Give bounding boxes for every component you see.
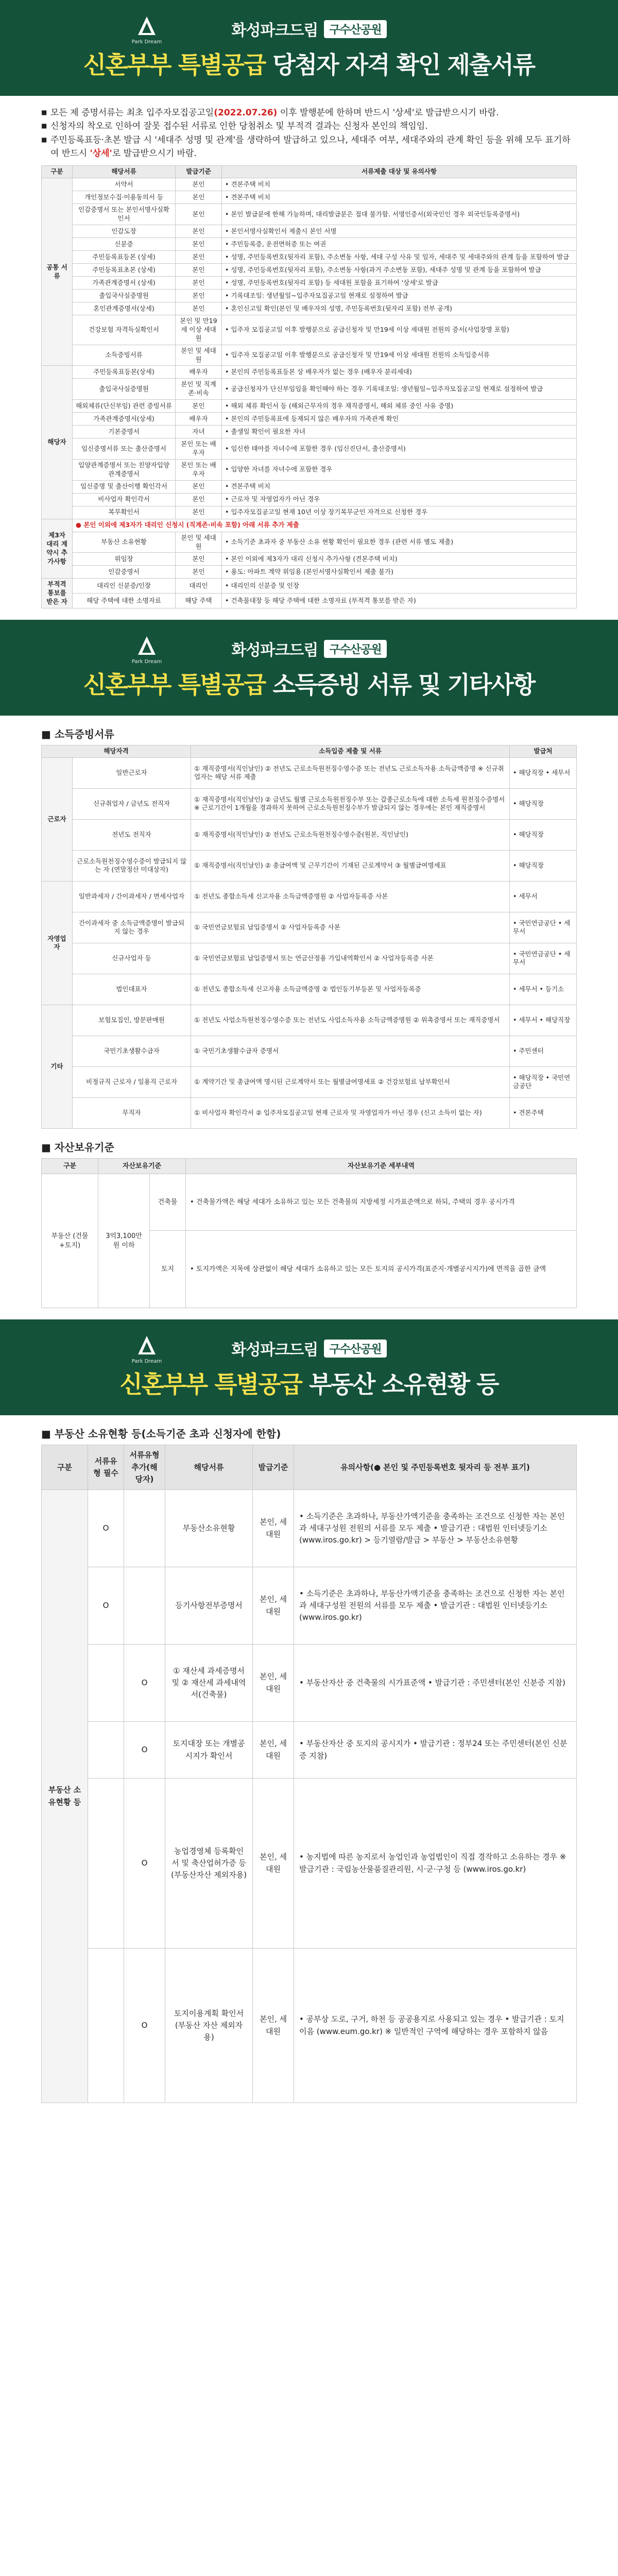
doc-name: 해당 주택에 대한 소명자료 <box>73 594 176 608</box>
issue-basis: 배우자 <box>176 413 222 426</box>
doc-note: • 입주자 모집공고일 이후 발행분으로 공급신청자 및 만19세 이상 세대원 전원의 증서(사업장명 포함) <box>222 315 577 345</box>
doc-note: • 소득기준은 초과하나, 부동산가액기준을 충족하는 조건으로 신청한 자는 본인과 세대구성원 전원의 서류를 모두 제출 • 발급기관 : 대법원 인터넷등기소(www.iros.go.kr) > 등기열람/발급 > 부동산 > 부동산소유현황 <box>294 1490 577 1567</box>
required-docs: ① 전년도 종합소득세 신고자용 소득금액증명 ② 법인등기부등본 및 사업자등록증 <box>191 974 510 1005</box>
doc-note: • 공부상 도로, 구거, 하천 등 공공용지로 사용되고 있는 경우 • 발급기관 : 토지이음 (www.eum.go.kr) ※ 일반적인 구역에 해당하는 경우 포함하지 않음 <box>294 1948 577 2103</box>
group-label: 제3자 대리 계약시 추가사항 <box>42 519 73 579</box>
issue-basis: 본인 <box>176 191 222 204</box>
optional-mark <box>124 1490 165 1567</box>
income-table: 해당자격 소득입증 제출 및 서류 발급처 근로자 일반근로자 ① 재직증명서(직인날인) ② 전년도 근로소득원천징수영수증 또는 전년도 근로소득자용 소득금액증명 ※ 신규취업자는 해당 서류 제출 • 해당직장 • 세무서 신규취업자 / 금년도 전직자 ① 재직증명서(직인날인) ② 금년도 월별 근로소득원천징수부 또는 갑종근로소득에 대한 소득세 원천징수증명서 ※ 근로기간이 1개월을 경과하지 못하여 근로소득원천징수부가 발급되지 않는 경우에는 본인 재직증명서 • 해당직장 전년도 전직자 ① 재직증명서(직인날인) ② 전년도 근로소득원천징수영수증(원본, 직인날인) • 해당직장 근로소득원천징수영수증이 발급되지 않는 자 (연말정산 미대상자) ① 재직증명서(직인날인) ② 총급여액 및 근무기간이 기재된 근로계약서 ③ 월별급여명세표 • 해당직장 자영업자 일반과세자 / 간이과세자 / 면세사업자 ① 전년도 종합소득세 신고자용 소득금액증명원 ② 사업자등록증 사본 • 세무서 간이과세자 중 소득금액증명이 발급되지 않는 경우 ① 국민연금보험료 납입증명서 ② 사업자등록증 사본 • 국민연금공단 • 세무서 신규사업자 등 ① 국민연금보험료 납입증명서 또는 연금산정용 가입내역확인서 ② 사업자등록증 사본 • 국민연금공단 • 세무서 법인대표자 ① 전년도 종합소득세 신고자용 소득금액증명 ② 법인등기부등본 및 사업자등록증 • 세무서 • 등기소 기타 보험모집인, 방문판매원 ① 전년도 사업소득원천징수영수증 또는 전년도 사업소득자용 소득금액증명원 ② 위촉증명서 또는 재직증명서 • 세무서 • 해당직장 국민기초생활수급자 ① 국민기초생활수급자 증명서 • 주민센터 비정규직 근로자 / 일용직 근로자 ① 계약기간 및 총급여액 명시된 근로계약서 또는 월별급여명세표 ② 건강보험료 납부확인서 • 해당직장 • 국민연금공단 무직자 ① 비사업자 확인각서 ② 입주자모집공고일 현재 근로자 및 자영업자가 아닌 경우 (신고 소득이 없는 자) • 견본주택 <box>41 745 577 1129</box>
issuer: • 견본주택 <box>510 1097 577 1128</box>
doc-note: • 성명, 주민등록번호(뒷자리 포함), 주소변동 사항, 세대 구성 사유 및 일자, 세대주 및 세대주와의 관계 등을 포함하여 발급 <box>222 251 577 264</box>
doc-note: • 임신한 태아를 자녀수에 포함한 경우 (임신진단서, 출산증명서) <box>222 438 577 460</box>
section2-title: 신혼부부 특별공급 소득증빙 서류 및 기타사항 <box>83 671 535 699</box>
table-row <box>42 881 577 912</box>
table-row <box>42 400 577 413</box>
issue-basis: 본인 <box>176 225 222 238</box>
doc-note: • 입주자모집공고일 현재 10년 이상 장기복무군인 자격으로 신청한 경우 <box>222 506 577 519</box>
issue-basis: 본인 <box>176 553 222 566</box>
issue-basis: 본인 <box>176 251 222 264</box>
group-label: 해당자 <box>42 366 73 519</box>
doc-name: ① 재산세 과세증명서 및 ② 재산세 과세내역서(건축물) <box>165 1645 253 1722</box>
doc-note: • 근로자 및 자영업자가 아닌 경우 <box>222 493 577 506</box>
issue-basis: 본인 <box>176 204 222 225</box>
issue-basis: 본인, 세대원 <box>253 1645 294 1722</box>
doc-name: 임신증명서류 또는 출산증명서 <box>73 438 176 460</box>
issuer: • 주민센터 <box>510 1036 577 1066</box>
issue-basis: 본인 <box>176 302 222 315</box>
required-docs: ① 재직증명서(직인날인) ② 전년도 근로소득원천징수영수증(원본, 직인날인) <box>191 819 510 850</box>
park-dream-logo-icon <box>135 14 159 38</box>
required-mark <box>88 1645 124 1722</box>
table-row <box>42 178 577 191</box>
park-dream-logo-icon <box>135 1334 159 1358</box>
issuer: • 국민연금공단 • 세무서 <box>510 912 577 943</box>
issue-basis: 본인 <box>176 264 222 277</box>
doc-note: • 건축물대장 등 해당 주택에 대한 소명자료 (부적격 통보를 받은 자) <box>222 594 577 608</box>
issue-basis: 본인, 세대원 <box>253 1567 294 1645</box>
doc-name: 부동산 소유현황 <box>73 532 176 553</box>
issue-basis: 본인 <box>176 277 222 290</box>
required-mark: O <box>88 1490 124 1567</box>
required-docs: ① 국민기초생활수급자 증명서 <box>191 1036 510 1066</box>
park-dream-logo: Park Dream <box>129 1331 165 1367</box>
doc-note: • 소득기준 초과자 중 부동산 소유 현황 확인이 필요한 경우 (관련 서류 별도 제출) <box>222 532 577 553</box>
doc-name: 기본증명서 <box>73 426 176 438</box>
table-row <box>42 850 577 881</box>
doc-name: 토지대장 또는 개별공시지가 확인서 <box>165 1722 253 1778</box>
optional-mark: O <box>124 1948 165 2103</box>
doc-note: • 부동산자산 중 토지의 공시지가 • 발급기관 : 정부24 또는 주민센터(본인 신분증 지참) <box>294 1722 577 1778</box>
doc-note: • 용도: 아파트 계약 위임용 (본인서명사실확인서 제출 불가) <box>222 566 577 579</box>
table-row <box>42 1645 577 1722</box>
doc-note: • 본인 발급분에 한해 가능하며, 대리발급분은 접대 불가함. 서명인증서(외국인인 경우 외국인등록증명서) <box>222 204 577 225</box>
doc-name: 대리인 신분증/인장 <box>73 579 176 594</box>
table-row <box>42 1567 577 1645</box>
table-row <box>42 345 577 366</box>
notice-item: ■ 모든 제 증명서류는 최초 입주자모집공고일(2022.07.26) 이후 발행분에 한하며 반드시 '상세'로 발급받으시기 바람. <box>41 106 577 120</box>
issuer: • 세무서 <box>510 881 577 912</box>
issue-basis: 배우자 <box>176 366 222 379</box>
group-label: 기타 <box>42 1005 73 1128</box>
optional-mark <box>124 1567 165 1645</box>
doc-note: • 견본주택 비치 <box>222 191 577 204</box>
table-row <box>42 943 577 974</box>
park-dream-logo <box>129 11 165 47</box>
doc-note: • 성명, 주민등록번호(뒷자리 포함), 주소변동 사항(과거 주소변동 포함), 세대주 성명 및 관계 등을 포함하여 발급 <box>222 264 577 277</box>
qualification: 간이과세자 중 소득금액증명이 발급되지 않는 경우 <box>73 912 191 943</box>
doc-name: 출입국사실증명원 <box>73 379 176 400</box>
group-label: 부적격 통보를 받은 자 <box>42 579 73 608</box>
required-docs: ① 전년도 종합소득세 신고자용 소득금액증명원 ② 사업자등록증 사본 <box>191 881 510 912</box>
doc-name: 위임장 <box>73 553 176 566</box>
table-row <box>42 413 577 426</box>
doc-note: • 소득기준은 초과하나, 부동산가액기준을 충족하는 조건으로 신청한 자는 본인과 세대구성원 전원의 서류를 모두 제출 • 발급기관 : 대법원 인터넷등기소(www.iros.go.kr) <box>294 1567 577 1645</box>
issuer: • 해당직장 <box>510 788 577 819</box>
document-table: 구분 해당서류 발급기준 서류제출 대상 및 유의사항 공통 서류 서약서 본인 • 견본주택 비치 개인정보수집·이용동의서 등 본인 • 견본주택 비치 인감증명서 또는 본인서명사실확인서 본인 • 본인 발급분에 한해 가능하며, 대리발급분은 접대 불가함. 서명인증서(외국인인 경우 외국인등록증명서) 인감도장 본인 • 본인서명사실확인서 제출시 본인 서명 신분증 본인 • 주민등록증, 운전면허증 또는 여권 주민등록표등본 (상세) 본인 • 성명, 주민등록번호(뒷자리 포함), 주소변동 사항, 세대 구성 사유 및 일자, 세대주 및 세대주와의 관계 등을 포함하여 발급 주민등록표초본 (상세) 본인 • 성명, 주민등록번호(뒷자리 포함), 주소변동 사항(과거 주소변동 포함), 세대주 성명 및 관계 등을 포함하여 발급 가족관계증명서 (상세) 본인 • 성명, 주민등록번호(뒷자리 포함) 등 세대원 포함을 표기하여 '상세'로 발급 출입국사실증명원 본인 • 기록대조일: 생년월일~입주자모집공고일 현재로 설정하여 발급 혼인관계증명서(상세) 본인 • 혼인신고일 확인(본인 및 배우자의 성명, 주민등록번호(뒷자리 포함) 전부 공개) 건강보험 자격득실확인서 본인 및 만19세 이상 세대원 • 입주자 모집공고일 이후 발행분으로 공급신청자 및 만19세 이상 세대원 전원의 증서(사업장명 포함) 소득증빙서류 본인 및 세대원 • 입주자 모집공고일 이후 발행분으로 공급신청자 및 만19세 이상 세대원 전원의 소득입증서류 해당자 주민등록표등본(상세) 배우자 • 본인의 주민등록표등본 상 배우자가 없는 경우 (배우자 분리세대) 출입국사실증명원 본인 및 직계존·비속 • 공급신청자가 단신부임임을 확인해야 하는 경우 기록대조일: 생년월일~입주자모집공고일 현재로 설정하여 발급 해외체류(단신부임) 관련 증빙서류 본인 • 해외 체류 확인서 등 (해외근무자의 경우 재직증명서, 해외 체류 중인 사유 증명) 가족관계증명서(상세) 배우자 • 본인의 주민등록표에 등재되지 않은 배우자의 가족관계 확인 기본증명서 자녀 • 출생일 확인이 필요한 자녀 임신증명서류 또는 출산증명서 본인 또는 배우자 • 임신한 태아를 자녀수에 포함한 경우 (임신진단서, 출산증명서) 입양관계증명서 또는 친양자입양관계증명서 본인 또는 배우자 • 입양한 자녀를 자녀수에 포함한 경우 임신증명 및 출산이행 확인각서 본인 • 견본주택 비치 비사업자 확인각서 본인 • 근로자 및 자영업자가 아닌 경우 복무확인서 본인 • 입주자모집공고일 현재 10년 이상 장기복무군인 자격으로 신청한 경우 제3자 대리 계약시 추가사항 ● 본인 이외에 제3자가 대리인 신청시 (직계존·비속 포함) 아래 서류 추가 제출 부동산 소유현황 본인 및 세대원 • 소득기준 초과자 중 부동산 소유 현황 확인이 필요한 경우 (관련 서류 별도 제출) 위임장 본인 • 본인 이외에 제3자가 대리 신청시 추가사항 (견본주택 비치) 인감증명서 본인 • 용도: 아파트 계약 위임용 (본인서명사실확인서 제출 불가) 부적격 통보를 받은 자 대리인 신분증/인장 대리인 • 대리인의 신분증 및 인장 해당 주택에 대한 소명자료 해당 주택 • 건축물대장 등 해당 주택에 대한 소명자료 (부적격 통보를 받은 자) <box>41 165 577 608</box>
doc-name: 해외체류(단신부임) 관련 증빙서류 <box>73 400 176 413</box>
qualification: 일반과세자 / 간이과세자 / 면세사업자 <box>73 881 191 912</box>
qualification: 국민기초생활수급자 <box>73 1036 191 1066</box>
section3-title: 신혼부부 특별공급 부동산 소유현황 등 <box>119 1370 499 1399</box>
table-row <box>42 594 577 608</box>
group-label: 근로자 <box>42 757 73 881</box>
issuer: • 해당직장 <box>510 819 577 850</box>
issue-basis: 본인 <box>176 493 222 506</box>
doc-name: 주민등록표초본 (상세) <box>73 264 176 277</box>
doc-name: 주민등록표등본(상세) <box>73 366 176 379</box>
doc-name: 혼인관계증명서(상세) <box>73 302 176 315</box>
doc-name: 가족관계증명서(상세) <box>73 413 176 426</box>
section1-title: 신혼부부 특별공급 당첨자 자격 확인 제출서류 <box>83 51 535 79</box>
issue-basis: 해당 주택 <box>176 594 222 608</box>
doc-note: • 견본주택 비치 <box>222 178 577 191</box>
doc-name: 농업경영체 등록확인서 및 축산업허가증 등 (부동산자산 제외자용) <box>165 1778 253 1948</box>
property-table: 구분 서류유형 필수 서류유형 추가(해당자) 해당서류 발급기준 유의사항(● 본인 및 주민등록번호 뒷자리 등 전부 표기) 부동산 소유현황 등 O 부동산소유현황 본인, 세대원 • 소득기준은 초과하나, 부동산가액기준을 충족하는 조건으로 신청한 자는 본인과 세대구성원 전원의 서류를 모두 제출 • 발급기관 : 대법원 인터넷등기소(www.iros.go.kr) > 등기열람/발급 > 부동산 > 부동산소유현황 O 등기사항전부증명서 본인, 세대원 • 소득기준은 초과하나, 부동산가액기준을 충족하는 조건으로 신청한 자는 본인과 세대구성원 전원의 서류를 모두 제출 • 발급기관 : 대법원 인터넷등기소(www.iros.go.kr) O ① 재산세 과세증명서 및 ② 재산세 과세내역서(건축물) 본인, 세대원 • 부동산자산 중 건축물의 시가표준액 • 발급기관 : 주민센터(본인 신분증 지참) O 토지대장 또는 개별공시지가 확인서 본인, 세대원 • 부동산자산 중 토지의 공시지가 • 발급기관 : 정부24 또는 주민센터(본인 신분증 지참) O 농업경영체 등록확인서 및 축산업허가증 등 (부동산자산 제외자용) 본인, 세대원 • 농지법에 따른 농지로서 농업인과 농업법인이 직접 경작하고 소유하는 경우 ※ 발급기관 : 국립농산물품질관리원, 시·군·구청 등 (www.iros.go.kr) O 토지이용계획 확인서 (부동산 자산 제외자용) 본인, 세대원 • 공부상 도로, 구거, 하천 등 공공용지로 사용되고 있는 경우 • 발급기관 : 토지이음 (www.eum.go.kr) ※ 일반적인 구역에 해당하는 경우 포함하지 않음 <box>41 1445 577 2103</box>
doc-name: 가족관계증명서 (상세) <box>73 277 176 290</box>
optional-mark: O <box>124 1645 165 1722</box>
doc-note: • 견본주택 비치 <box>222 480 577 493</box>
table-row <box>42 493 577 506</box>
highlight-row: ● 본인 이외에 제3자가 대리인 신청시 (직계존·비속 포함) 아래 서류 추가 제출 <box>73 519 577 532</box>
table-row <box>42 251 577 264</box>
asset-table: 구분 자산보유기준 자산보유기준 세부내역 부동산 (건물+토지) 3억3,100만원 이하 건축물 • 건축물가액은 해당 세대가 소유하고 있는 모든 건축물의 지방세정 시가표준액으로 하되, 주택의 경우 공시가격 토지 • 토지가액은 지목에 상관없이 해당 세대가 소유하고 있는 모든 토지의 공시가격(표준지·개별공시지가)에 면적을 곱한 금액 <box>41 1158 577 1309</box>
doc-note: • 대리인의 신분증 및 인장 <box>222 579 577 594</box>
doc-name: 건강보험 자격득실확인서 <box>73 315 176 345</box>
issuer: • 국민연금공단 • 세무서 <box>510 943 577 974</box>
issuer: • 해당직장 • 국민연금공단 <box>510 1066 577 1097</box>
qualification: 신규취업자 / 금년도 전직자 <box>73 788 191 819</box>
table-row <box>42 438 577 460</box>
table-row <box>42 1036 577 1066</box>
asset-subtitle: ■ 자산보유기준 <box>41 1139 577 1154</box>
table-row <box>42 912 577 943</box>
table-row <box>42 1490 577 1567</box>
table-row <box>42 974 577 1005</box>
doc-note: • 부동산자산 중 건축물의 시가표준액 • 발급기관 : 주민센터(본인 신분증 지참) <box>294 1645 577 1722</box>
table-row <box>42 532 577 553</box>
table-row <box>42 315 577 345</box>
table-row <box>42 302 577 315</box>
doc-name: 인감도장 <box>73 225 176 238</box>
doc-note: • 주민등록증, 운전면허증 또는 여권 <box>222 238 577 251</box>
table-row <box>42 553 577 566</box>
doc-name: 개인정보수집·이용동의서 등 <box>73 191 176 204</box>
required-docs: ① 전년도 사업소득원천징수영수증 또는 전년도 사업소득자용 소득금액증명원 ② 위촉증명서 또는 재직증명서 <box>191 1005 510 1036</box>
section2-header: Park Dream 화성파크드림 구수산공원 신혼부부 특별공급 소득증빙 서류 및 기타사항 <box>0 620 618 716</box>
park-dream-logo-icon <box>135 634 159 658</box>
issue-basis: 본인 <box>176 290 222 302</box>
issue-basis: 본인, 세대원 <box>253 1948 294 2103</box>
table-row <box>42 819 577 850</box>
issue-basis: 본인 <box>176 238 222 251</box>
table-row <box>42 1005 577 1036</box>
doc-name: 인감증명서 또는 본인서명사실확인서 <box>73 204 176 225</box>
doc-name: 입양관계증명서 또는 친양자입양관계증명서 <box>73 459 176 480</box>
table-row <box>42 459 577 480</box>
issue-basis: 본인 <box>176 566 222 579</box>
table-row <box>42 566 577 579</box>
required-docs: ① 계약기간 및 총급여액 명시된 근로계약서 또는 월별급여명세표 ② 건강보험료 납부확인서 <box>191 1066 510 1097</box>
required-mark <box>88 1948 124 2103</box>
doc-note: • 해외 체류 확인서 등 (해외근무자의 경우 재직증명서, 해외 체류 중인 사유 증명) <box>222 400 577 413</box>
doc-name: 등기사항전부증명서 <box>165 1567 253 1645</box>
table-row <box>42 1778 577 1948</box>
doc-name: 출입국사실증명원 <box>73 290 176 302</box>
project-badge: 구수산공원 <box>324 20 386 38</box>
table-row <box>42 757 577 788</box>
doc-name: 소득증빙서류 <box>73 345 176 366</box>
doc-note: • 입양한 자녀를 자녀수에 포함한 경우 <box>222 459 577 480</box>
doc-note: • 농지법에 따른 농지로서 농업인과 농업법인이 직접 경작하고 소유하는 경우 ※ 발급기관 : 국립농산물품질관리원, 시·군·구청 등 (www.iros.go.kr) <box>294 1778 577 1948</box>
issue-basis: 본인 <box>176 480 222 493</box>
required-docs: ① 국민연금보험료 납입증명서 또는 연금산정용 가입내역확인서 ② 사업자등록증 사본 <box>191 943 510 974</box>
table-row <box>42 579 577 594</box>
table-row <box>42 788 577 819</box>
property-subtitle: ■ 부동산 소유현황 등(소득기준 초과 신청자에 한함) <box>41 1426 577 1440</box>
issue-basis: 자녀 <box>176 426 222 438</box>
qualification: 일반근로자 <box>73 757 191 788</box>
table-row <box>42 366 577 379</box>
doc-note: • 본인의 주민등록표에 등재되지 않은 배우자의 가족관계 확인 <box>222 413 577 426</box>
qualification: 무직자 <box>73 1097 191 1128</box>
table-row <box>42 480 577 493</box>
issue-basis: 본인 <box>176 400 222 413</box>
qualification: 신규사업자 등 <box>73 943 191 974</box>
doc-name: 부동산소유현황 <box>165 1490 253 1567</box>
required-docs: ① 재직증명서(직인날인) ② 총급여액 및 근무기간이 기재된 근로계약서 ③ 월별급여명세표 <box>191 850 510 881</box>
doc-note: • 혼인신고일 확인(본인 및 배우자의 성명, 주민등록번호(뒷자리 포함) 전부 공개) <box>222 302 577 315</box>
doc-note: • 성명, 주민등록번호(뒷자리 포함) 등 세대원 포함을 표기하여 '상세'로 발급 <box>222 277 577 290</box>
table-row <box>42 1097 577 1128</box>
group-label: 자영업자 <box>42 881 73 1005</box>
table-row <box>42 204 577 225</box>
table-row <box>42 379 577 400</box>
notice-list <box>0 96 618 165</box>
notice-item: ■ 신청자의 착오로 인하여 잘못 접수된 서류로 인한 당첨취소 및 부적격 결과는 신청자 본인의 책임임. <box>41 120 577 133</box>
qualification: 보험모집인, 방문판매원 <box>73 1005 191 1036</box>
required-docs: ① 비사업자 확인각서 ② 입주자모집공고일 현재 근로자 및 자영업자가 아닌 경우 (신고 소득이 없는 자) <box>191 1097 510 1128</box>
doc-name: 토지이용계획 확인서 (부동산 자산 제외자용) <box>165 1948 253 2103</box>
issuer: • 해당직장 • 세무서 <box>510 757 577 788</box>
issue-basis: 본인 및 만19세 이상 세대원 <box>176 315 222 345</box>
doc-note: • 본인 이외에 제3자가 대리 신청시 추가사항 (견본주택 비치) <box>222 553 577 566</box>
required-docs: ① 재직증명서(직인날인) ② 전년도 근로소득원천징수영수증 또는 전년도 근로소득자용 소득금액증명 ※ 신규취업자는 해당 서류 제출 <box>191 757 510 788</box>
doc-note: • 본인서명사실확인서 제출시 본인 서명 <box>222 225 577 238</box>
issue-basis: 본인, 세대원 <box>253 1778 294 1948</box>
issue-basis: 본인 또는 배우자 <box>176 459 222 480</box>
required-mark: O <box>88 1567 124 1645</box>
table-row <box>42 1066 577 1097</box>
required-mark <box>88 1778 124 1948</box>
table-row <box>42 1948 577 2103</box>
doc-name: 주민등록표등본 (상세) <box>73 251 176 264</box>
issue-basis: 본인 및 세대원 <box>176 532 222 553</box>
section1-header <box>0 0 618 96</box>
doc-name: 비사업자 확인각서 <box>73 493 176 506</box>
group-label: 부동산 소유현황 등 <box>42 1490 88 2103</box>
qualification: 비정규직 근로자 / 일용직 근로자 <box>73 1066 191 1097</box>
table-row <box>42 238 577 251</box>
group-label: 공통 서류 <box>42 178 73 366</box>
table-row <box>42 191 577 204</box>
doc-note: • 기록대조일: 생년월일~입주자모집공고일 현재로 설정하여 발급 <box>222 290 577 302</box>
logo-text: Park Dream <box>131 39 162 45</box>
table-row <box>42 264 577 277</box>
doc-name: 서약서 <box>73 178 176 191</box>
issue-basis: 본인 및 세대원 <box>176 345 222 366</box>
issue-basis: 본인, 세대원 <box>253 1722 294 1778</box>
income-subtitle: ■ 소득증빙서류 <box>41 726 577 741</box>
issue-basis: 본인 <box>176 178 222 191</box>
optional-mark: O <box>124 1778 165 1948</box>
required-mark <box>88 1722 124 1778</box>
doc-note: • 본인의 주민등록표등본 상 배우자가 없는 경우 (배우자 분리세대) <box>222 366 577 379</box>
doc-note: • 공급신청자가 단신부임임을 확인해야 하는 경우 기록대조일: 생년월일~입주자모집공고일 현재로 설정하여 발급 <box>222 379 577 400</box>
section3-header: Park Dream 화성파크드림 구수산공원 신혼부부 특별공급 부동산 소유현황 등 <box>0 1319 618 1415</box>
required-docs: ① 국민연금보험료 납입증명서 ② 사업자등록증 사본 <box>191 912 510 943</box>
required-docs: ① 재직증명서(직인날인) ② 금년도 월별 근로소득원천징수부 또는 갑종근로소득에 대한 소득세 원천징수증명서 ※ 근로기간이 1개월을 경과하지 못하여 근로소득원천징수부가 발급되지 않는 경우에는 본인 재직증명서 <box>191 788 510 819</box>
qualification: 법인대표자 <box>73 974 191 1005</box>
issue-basis: 본인 또는 배우자 <box>176 438 222 460</box>
doc-name: 복무확인서 <box>73 506 176 519</box>
issuer: • 세무서 • 등기소 <box>510 974 577 1005</box>
table-row <box>42 506 577 519</box>
issue-basis: 본인 <box>176 506 222 519</box>
table-row <box>42 290 577 302</box>
qualification: 근로소득원천징수영수증이 발급되지 않는 자 (연말정산 미대상자) <box>73 850 191 881</box>
project-name: 화성파크드림 <box>231 22 318 40</box>
notice-item: ■ 주민등록표등·초본 발급 시 '세대주 성명 및 관계'를 생략하여 발급하고 있으나, 세대주 여부, 세대주와의 관계 확인 등을 위해 모두 표기하여 반드시 '상세'로 발급받으시기 바람. <box>41 133 577 161</box>
qualification: 전년도 전직자 <box>73 819 191 850</box>
doc-name: 신분증 <box>73 238 176 251</box>
park-dream-logo: Park Dream <box>129 631 165 667</box>
doc-note: • 입주자 모집공고일 이후 발행분으로 공급신청자 및 만19세 이상 세대원 전원의 소득입증서류 <box>222 345 577 366</box>
issuer: • 세무서 • 해당직장 <box>510 1005 577 1036</box>
issue-basis: 본인 및 직계존·비속 <box>176 379 222 400</box>
issue-basis: 본인, 세대원 <box>253 1490 294 1567</box>
issue-basis: 대리인 <box>176 579 222 594</box>
doc-note: • 출생일 확인이 필요한 자녀 <box>222 426 577 438</box>
issuer: • 해당직장 <box>510 850 577 881</box>
doc-name: 임신증명 및 출산이행 확인각서 <box>73 480 176 493</box>
optional-mark: O <box>124 1722 165 1778</box>
table-row <box>42 1722 577 1778</box>
doc-name: 인감증명서 <box>73 566 176 579</box>
table-row <box>42 277 577 290</box>
table-row <box>42 225 577 238</box>
table-row <box>42 426 577 438</box>
